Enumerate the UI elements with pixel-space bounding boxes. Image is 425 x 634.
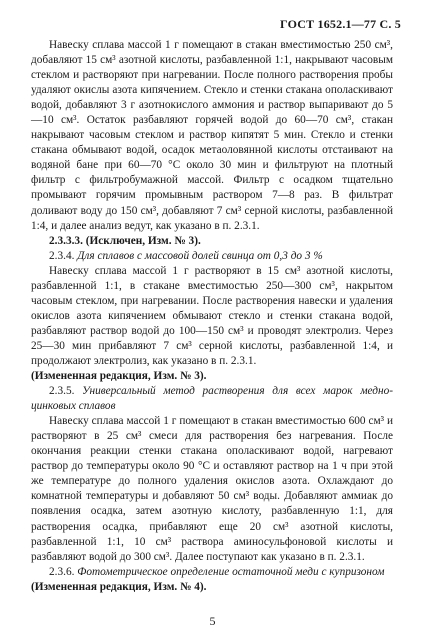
section-heading-2-3-5 — [31, 384, 393, 414]
section-title: Для сплавов с массовой долей свинца от 0,3 до 3 % — [77, 249, 323, 262]
section-heading-2-3-6 — [31, 565, 393, 580]
section-number: 2.3.4. — [49, 249, 78, 262]
paragraph-lead-alloys: Навеску сплава массой 1 г растворяют в 15 см³ азотной кислоты, разбавленной 1:1, в стакане вместимостью 250—300 см³, накрытом часовым стеклом, при нагревании. После растворения навески и удаления окислов азота кипячением обмывают стекло и стенки стакана водой, разбавляют раствор водой до 100—150 см³ и проводят электролиз. Через 25—30 мин прибавляют 7 см³ серной кислоты, разбавленной 1:4, и продолжают электролиз, как указано в п. 2.3.1. — [31, 264, 393, 367]
paragraph-procedure: Навеску сплава массой 1 г помещают в стакан вместимостью 250 см³, добавляют 15 см³ азотной кислоты, разбавленной 1:1, накрывают часовым стеклом и растворяют при нагревании. После полного растворения пробы удаляют окислы азота кипячением. Стекло и стенки стакана ополаскивают водой, добавляют 3 г азотнокислого аммония и раствор выпаривают до 5—10 см³. Остаток разбавляют горячей водой до 60—70 см³, стакан накрывают часовым стеклом и раствор кипятят 5 мин. Стекло и стенки стакана обмывают водой, осадок метаоловянной кислоты отстаивают на водяной бане при 60—70 °С около 30 мин и фильтруют на плотный фильтр с фильтробумажной массой. Фильтр с осадком тщательно промывают горячим промывным раствором 7—8 раз. В фильтрат доливают воду до 150 см³, добавляют 7 см³ серной кислоты, разбавленной 1:4, и далее анализ ведут, как указано в п. 2.3.1. — [31, 39, 393, 232]
section-heading-2-3-4 — [31, 249, 393, 264]
document-body — [31, 38, 393, 595]
paragraph-amendment-3 — [31, 369, 393, 384]
section-title: Фотометрическое определение остаточной меди с купризоном — [77, 565, 385, 578]
paragraph-universal-method: Навеску сплава массой 1 г помещают в стакан вместимостью 600 см³ и растворяют в 25 см³ смеси для растворения без нагревания. После окончания реакции стенки стакана ополаскивают водой, нагревают раствор до температуры около 90 °С и оставляют раствор на 1 ч при этой же температуре до полного удаления окислов азота. Охлаждают до комнатной температуры и добавляют 50 см³ воды. Добавляют аммиак до появления осадка, затем азотную кислоту, разбавленную 1:1, для растворения осадка, прибавляют еще 20 см³ азотной кислоты, разбавленной 1:1, 10 см³ раствора аминосульфоновой кислоты и разбавляют водой до 300 см³. Далее поступают как указано в п. 2.3.1. — [31, 415, 393, 563]
page-header: ГОСТ 1652.1—77 С. 5 — [280, 17, 401, 31]
paragraph-amendment-4 — [31, 580, 393, 595]
section-title: Универсальный метод растворения для всех марок медно-цинковых сплавов — [31, 385, 393, 413]
paragraph-excluded — [31, 234, 393, 249]
amendment-note: (Измененная редакция, Изм. № 4). — [31, 580, 207, 593]
amendment-note: (Измененная редакция, Изм. № 3). — [31, 370, 207, 383]
excluded-note: 2.3.3.3. (Исключен, Изм. № 3). — [49, 234, 201, 247]
section-number: 2.3.5. — [49, 385, 83, 398]
page-number: 5 — [209, 614, 216, 628]
section-number: 2.3.6. — [49, 565, 78, 578]
